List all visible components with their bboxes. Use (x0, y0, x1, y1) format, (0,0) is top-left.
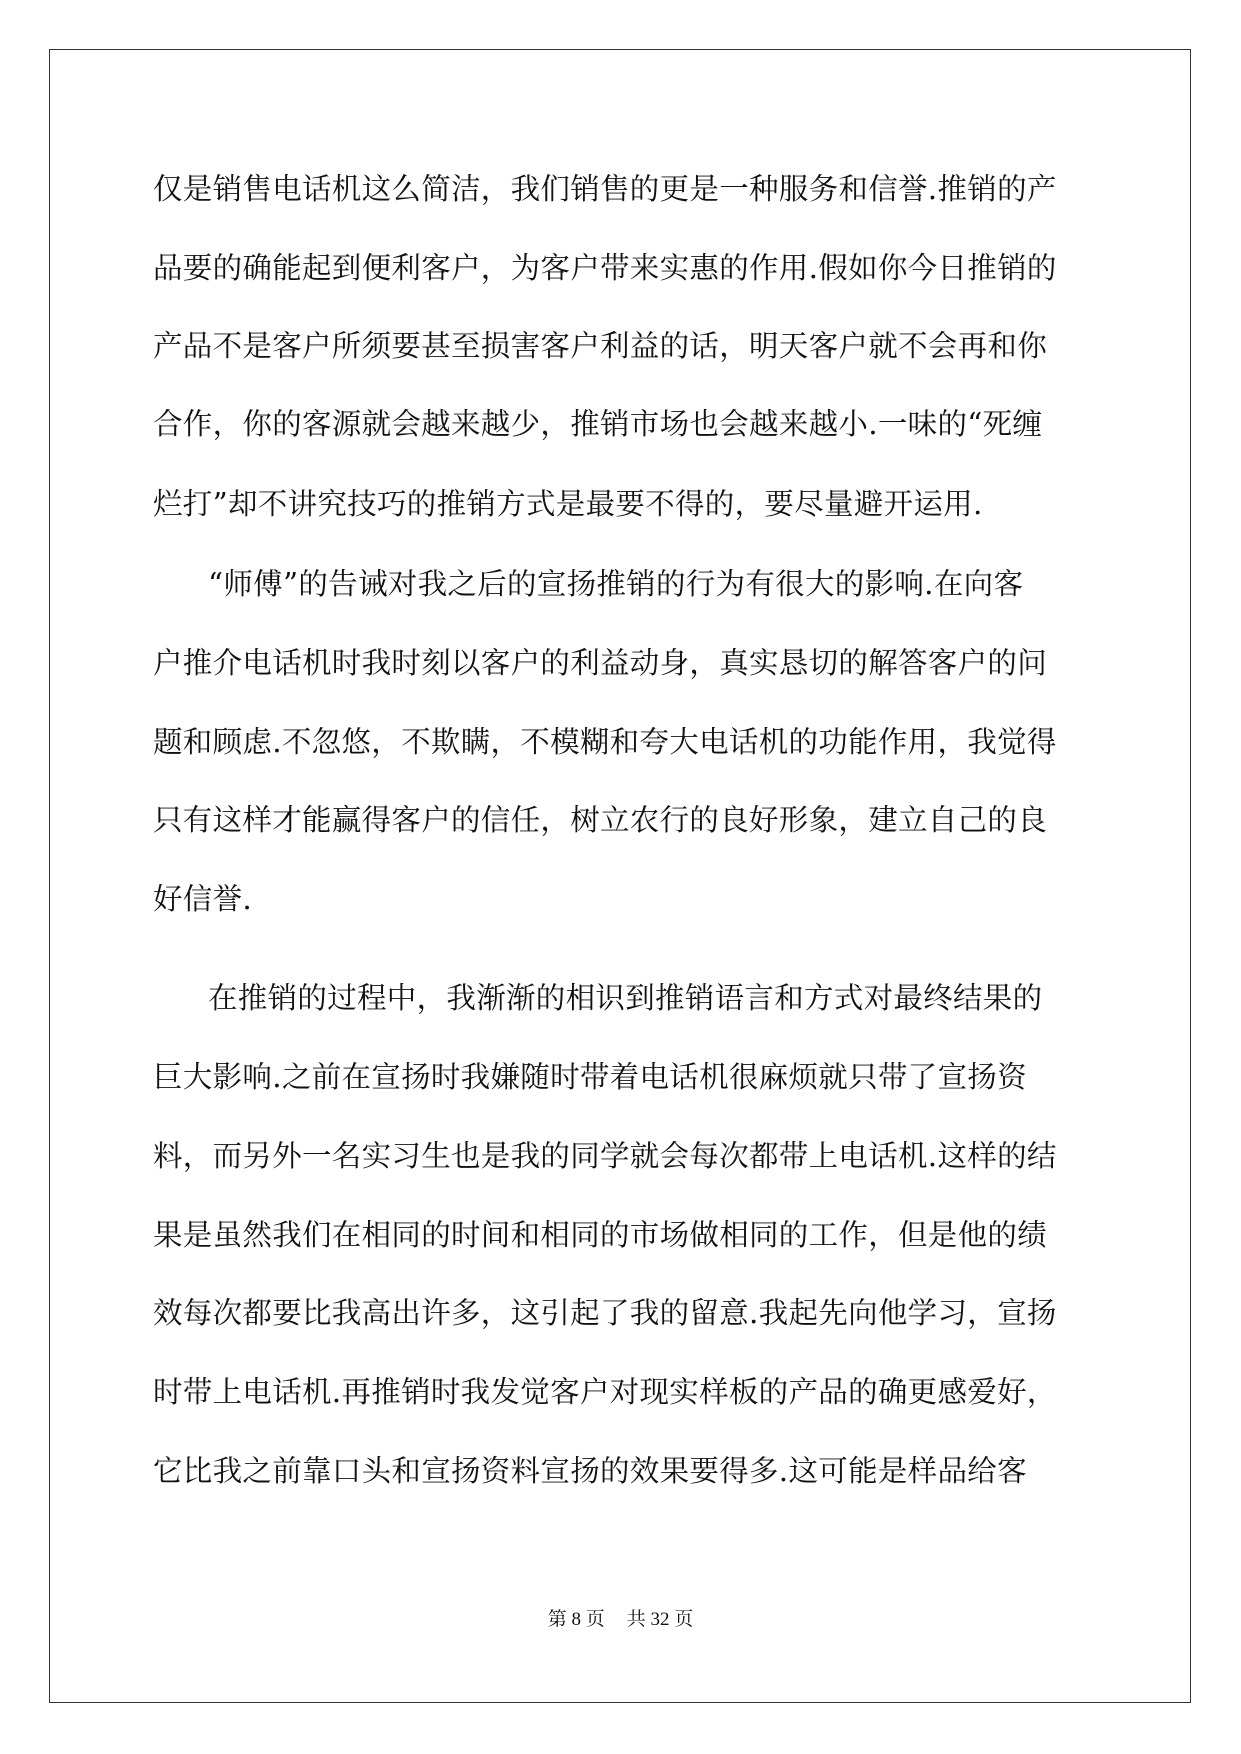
text-line: 料，而另外一名实习生也是我的同学就会每次都带上电话机.这样的结 (153, 1139, 1057, 1173)
text-line: 题和顾虑.不忽悠，不欺瞒，不模糊和夸大电话机的功能作用，我觉得 (153, 725, 1057, 759)
text-line: 果是虽然我们在相同的时间和相同的市场做相同的工作，但是他的绩 (153, 1218, 1048, 1252)
text-line: 合作，你的客源就会越来越少，推销市场也会越来越小.一味的“死缠 (153, 407, 1043, 441)
text-line: 仅是销售电话机这么简洁，我们销售的更是一种服务和信誉.推销的产 (153, 172, 1057, 206)
text-line: 它比我之前靠口头和宣扬资料宣扬的效果要得多.这可能是样品给客 (153, 1454, 1027, 1488)
paragraph-first-line: 在推销的过程中，我渐渐的相识到推销语言和方式对最终结果的 (208, 981, 1043, 1015)
text-line: 户推介电话机时我时刻以客户的利益动身，真实恳切的解答客户的问 (153, 646, 1048, 680)
text-line: 效每次都要比我高出许多，这引起了我的留意.我起先向他学习，宣扬 (153, 1296, 1057, 1330)
text-line: 烂打”却不讲究技巧的推销方式是最要不得的，要尽量避开运用. (153, 487, 983, 521)
text-line: 产品不是客户所须要甚至损害客户利益的话，明天客户就不会再和你 (153, 329, 1048, 363)
text-line: 品要的确能起到便利客户，为客户带来实惠的作用.假如你今日推销的 (153, 251, 1057, 285)
page-footer (0, 1604, 1241, 1631)
text-line: 好信誉. (153, 882, 253, 916)
text-line: 巨大影响.之前在宣扬时我嫌随时带着电话机很麻烦就只带了宣扬资 (153, 1060, 1027, 1094)
text-line: 时带上电话机.再推销时我发觉客户对现实样板的产品的确更感爱好， (153, 1375, 1057, 1409)
text-line: 只有这样才能赢得客户的信任，树立农行的良好形象，建立自己的良 (153, 803, 1048, 837)
paragraph-first-line: “师傅”的告诫对我之后的宣扬推销的行为有很大的影响.在向客 (208, 567, 1024, 601)
page-number: 第 8 页 (547, 1609, 605, 1630)
page-total: 共 32 页 (626, 1609, 694, 1630)
